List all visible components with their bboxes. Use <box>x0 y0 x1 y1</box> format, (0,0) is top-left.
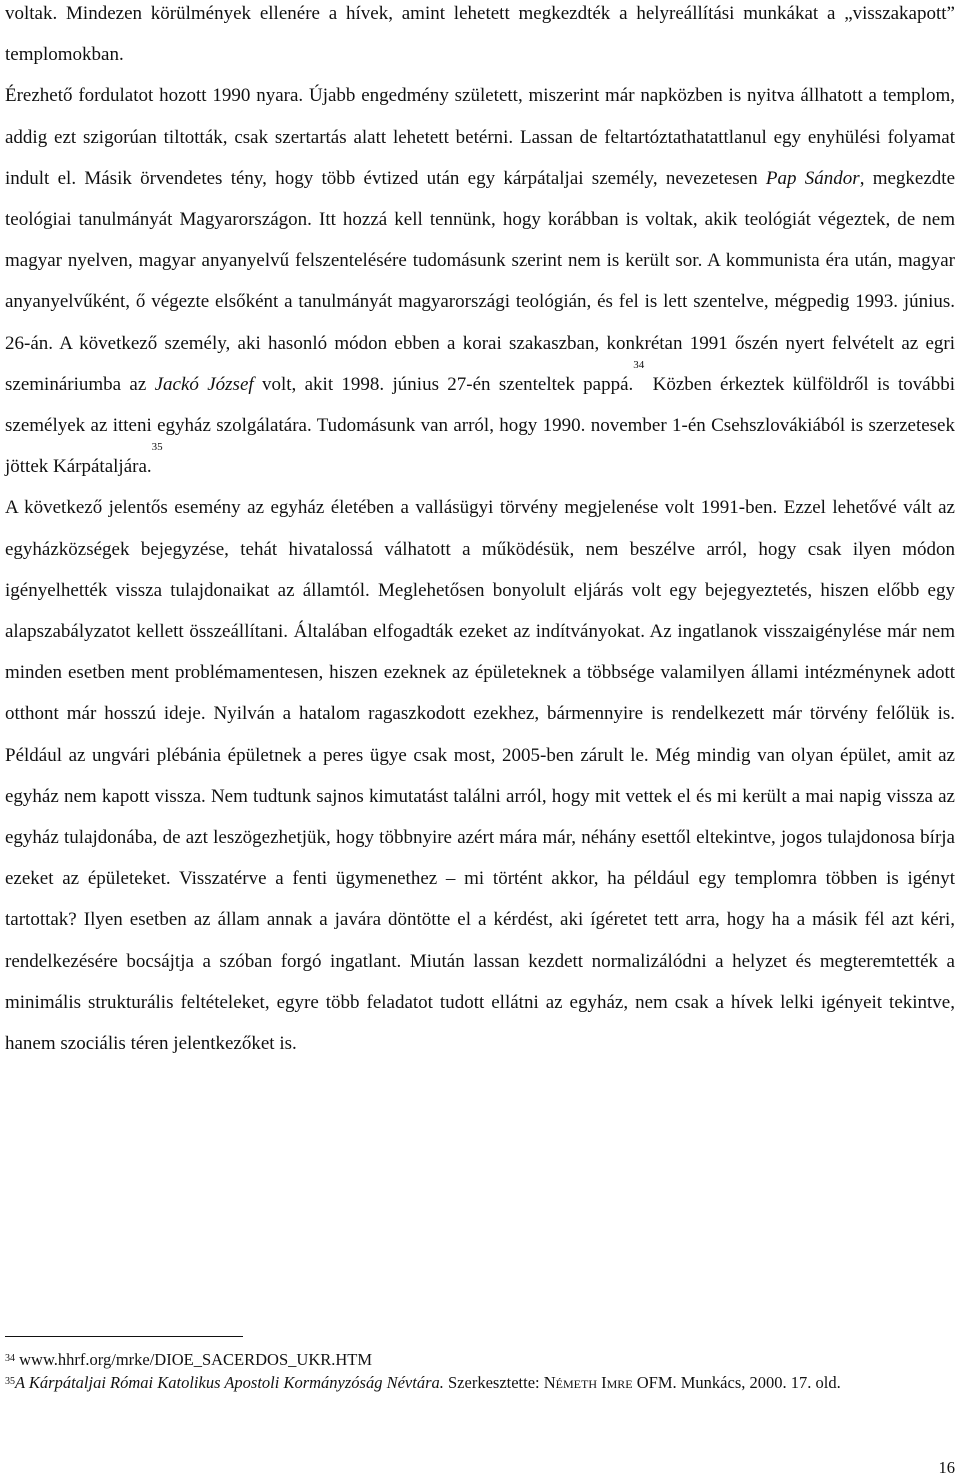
person-name-pap-sandor: Pap Sándor <box>765 167 860 189</box>
footnote-35 <box>5 1371 955 1394</box>
footnote-35-text-a: Szerkesztette: <box>443 1373 544 1392</box>
footnote-35-title: A Kárpátaljai Római Katolikus Apostoli Kormányzóság Névtára. <box>15 1373 444 1392</box>
page-number: 16 <box>938 1458 955 1477</box>
paragraph-2 <box>5 75 955 487</box>
paragraph-2-text-c: volt, akit 1998. június 27-én szenteltek pappá. <box>253 373 634 395</box>
paragraph-3 <box>5 487 955 1064</box>
footnotes <box>5 1348 955 1394</box>
footnote-34-mark: 34 <box>5 1353 15 1364</box>
paragraph-2-text-d: Közben érkeztek külföldről is további személyek az itteni egyház szolgálatára. Tudomásunk van arról, hogy 1990. november 1-én Csehszlovákiából is szerzetesek jöttek Kárpátaljára. <box>5 373 955 478</box>
footnote-35-text-b: OFM. Munkács, 2000. 17. old. <box>632 1373 841 1392</box>
paragraph-1-text: voltak. Mindezen körülmények ellenére a hívek, amint lehetett megkezdték a helyreállítási munkákat a „visszakapott” templomokban. <box>5 3 955 66</box>
footnote-ref-35[interactable]: 35 <box>151 441 163 454</box>
paragraph-3-text: A következő jelentős esemény az egyház életében a vallásügyi törvény megjelenése volt 1991-ben. Ezzel lehetővé vált az egyházközségek bejegyzése, tehát hivatalossá válhatott a működésük, nem beszélve arról, hogy csak ilyen módon igényelhették vissza tulajdonaikat az államtól. Meglehetősen bonyolult eljárás volt egy bejegyeztetés, hiszen előbb egy alapszabályzatot kellett összeállítani. Általában elfogadták ezeket az indítványokat. Az ingatlanok visszaigénylése már nem minden esetben ment problémamentesen, hiszen ezeknek az épületeknek a többsége valamilyen állami intézménynek adott otthont már hosszú ideje. Nyilván a hatalom ragaszkodott ezekhez, bármennyire is rendelkezett már törvény felőlük is. Például az ungvári plébánia épületnek a peres ügye csak most, 2005-ben zárult le. Még mindig van olyan épület, amit az egyház nem kapott vissza. Nem tudtunk sajnos kimutatást találni arról, hogy mit vettek el és mi került a mai napig vissza az egyház tulajdonába, de azt leszögezhetjük, hogy többnyire azért mára már, néhány esettől eltekintve, jogos tulajdonosa bírja ezeket az épületeket. Visszatérve a fenti ügymenethez – mi történt akkor, ha például egy templomra többen is igényt tartottak? Ilyen esetben az állam annak a javára döntötte el a kérdést, aki ígéretet tett arra, hogy ha a másik fél azt kéri, rendelkezésére bocsájtja a szóban forgó ingatlant. Miután lassan kezdett normalizálódni a helyzet és megteremtették a minimális strukturális feltételeket, egyre több feladatot tudott ellátni az egyház, nem csak a hívek lelki igényeit tekintve, hanem szociális téren jelentkezőket is. <box>5 497 955 1055</box>
footnote-35-mark: 35 <box>5 1376 15 1387</box>
footnote-34 <box>5 1348 955 1371</box>
paragraph-1 <box>5 0 955 75</box>
document-page <box>5 0 955 1064</box>
footnote-ref-34[interactable]: 34 <box>633 358 645 371</box>
footnote-35-editor: Németh Imre <box>543 1373 633 1392</box>
body-text <box>5 0 955 1064</box>
paragraph-2-text-a: Érezhető fordulatot hozott 1990 nyara. Újabb engedmény született, miszerint már napközben is nyitva állhatott a templom, addig ezt szigorúan tiltották, csak szertartás alatt lehetett betérni. Lassan de feltartóztathatattlanul egy enyhülési folyamat indult el. Másik örvendetes tény, hogy több évtized után egy kárpátaljai személy, nevezetesen <box>5 85 955 189</box>
footnote-separator <box>5 1336 243 1337</box>
footnote-34-text: www.hhrf.org/mrke/DIOE_SACERDOS_UKR.HTM <box>15 1350 373 1369</box>
person-name-jacko-jozsef: Jackó József <box>154 373 254 395</box>
paragraph-2-text-b: , megkezdte teológiai tanulmányát Magyarországon. Itt hozzá kell tennünk, hogy korábban is voltak, akik teológiát végeztek, de nem magyar nyelven, magyar anyanyelvű felszentelésére tudomásunk szerint nem is került sor. A kommunista éra után, magyar anyanyelvűként, ő végezte elsőként a tanulmányát magyarországi teológián, és fel is lett szentelve, mégpedig 1993. június. 26-án. A következő személy, aki hasonló módon ebben a korai szakaszban, konkrétan 1991 őszén nyert felvételt az egri szemináriumba az <box>5 167 956 395</box>
